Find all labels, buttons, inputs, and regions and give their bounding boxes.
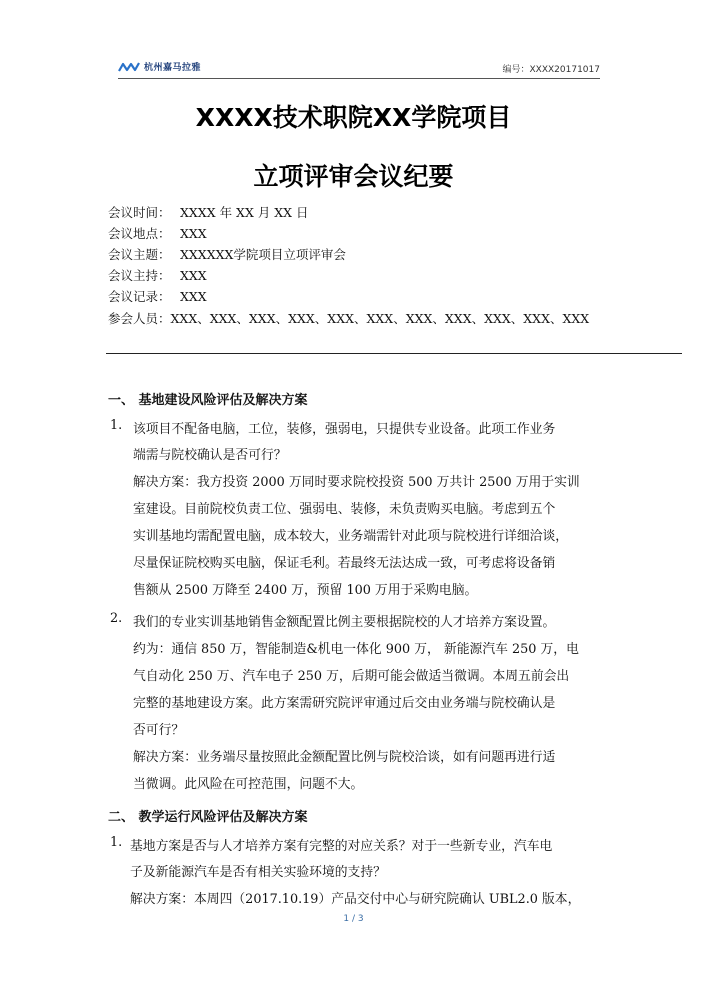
meeting-info-value: XXX、XXX、XXX、XXX、XXX、XXX、XXX、XXX、XXX、XXX、XXX [170,311,590,326]
section-heading-1: 一、 基地建设风险评估及解决方案 [108,393,308,408]
meeting-info-label: 会议主持： [108,268,171,283]
paragraph-line: 解决方案：我方投资 2000 万同时要求院校投资 500 万共计 2500 万用于实训 [133,475,580,490]
paragraph-line: 端需与院校确认是否可行？ [133,448,287,463]
paragraph-line: 当微调。此风险在可控范围，问题不大。 [133,777,364,792]
meeting-info-location [108,224,207,242]
separator-line [106,353,682,354]
paragraph-line: 尽量保证院校购买电脑，保证毛利。若最终无法达成一致，可考虑将设备销 [133,556,556,571]
meeting-info-topic [108,245,346,263]
paragraph-line: 该项目不配备电脑，工位，装修，强弱电，只提供专业设备。此项工作业务 [133,422,556,437]
document-title-line2: 立项评审会议纪要 [253,162,454,191]
page-header [118,58,600,79]
meeting-info-value: XXX [180,226,207,241]
meeting-info-time [108,203,309,221]
paragraph-line: 售额从 2500 万降至 2400 万，预留 100 万用于采购电脑。 [133,583,478,598]
meeting-info-value: XXXXXX学院项目立项评审会 [180,247,346,262]
paragraph-line: 气自动化 250 万、汽车电子 250 万，后期可能会做适当微调。本周五前会出 [133,669,570,684]
paragraph-line: 我们的专业实训基地销售金额配置比例主要根据院校的人才培养方案设置。 [133,615,556,630]
meeting-info-attendees [108,309,589,327]
paragraph-line: 室建设。目前院校负责工位、强弱电、装修，未负责购买电脑。考虑到五个 [133,502,556,517]
paragraph-line: 解决方案：本周四（2017.10.19）产品交付中心与研究院确认 UBL2.0 版本， [130,892,581,907]
paragraph-line: 解决方案：业务端尽量按照此金额配置比例与院校洽谈，如有问题再进行适 [133,750,556,765]
meeting-info-label: 会议时间： [108,205,171,220]
meeting-info-label: 会议地点： [108,226,171,241]
list-number: 1. [110,418,123,433]
list-number: 2. [110,611,123,626]
meeting-info-host [108,266,207,284]
meeting-info-recorder [108,287,207,305]
meeting-info-value: XXX [180,289,207,304]
section-heading-2: 二、 教学运行风险评估及解决方案 [108,810,308,825]
company-logo [118,60,201,73]
meeting-info-value: XXXX 年 XX 月 XX 日 [180,205,309,220]
page-indicator: 1 / 3 [343,914,364,924]
document-number: 编号：XXXX20171017 [502,65,600,75]
document-title-line1: XXXX技术职院XX学院项目 [195,103,512,132]
paragraph-line: 实训基地均需配置电脑，成本较大，业务端需针对此项与院校进行详细洽谈， [133,529,569,544]
meeting-info-value: XXX [180,268,207,283]
paragraph-line: 否可行？ [133,723,185,738]
list-number: 1. [110,835,123,850]
logo-mark-icon [118,61,140,73]
paragraph-line: 子及新能源汽车是否有相关实验环境的支持？ [130,865,386,880]
meeting-info-label: 会议主题： [108,247,171,262]
logo-text: 杭州嘉马拉雅 [144,63,202,73]
meeting-info-label: 会议记录： [108,289,171,304]
paragraph-line: 完整的基地建设方案。此方案需研究院评审通过后交由业务端与院校确认是 [133,696,556,711]
paragraph-line: 约为：通信 850 万，智能制造&机电一体化 900 万， 新能源汽车 250 万，电 [133,642,579,657]
meeting-info-label: 参会人员： [108,311,171,326]
paragraph-line: 基地方案是否与人才培养方案有完整的对应关系？对于一些新专业，汽车电 [130,839,553,854]
